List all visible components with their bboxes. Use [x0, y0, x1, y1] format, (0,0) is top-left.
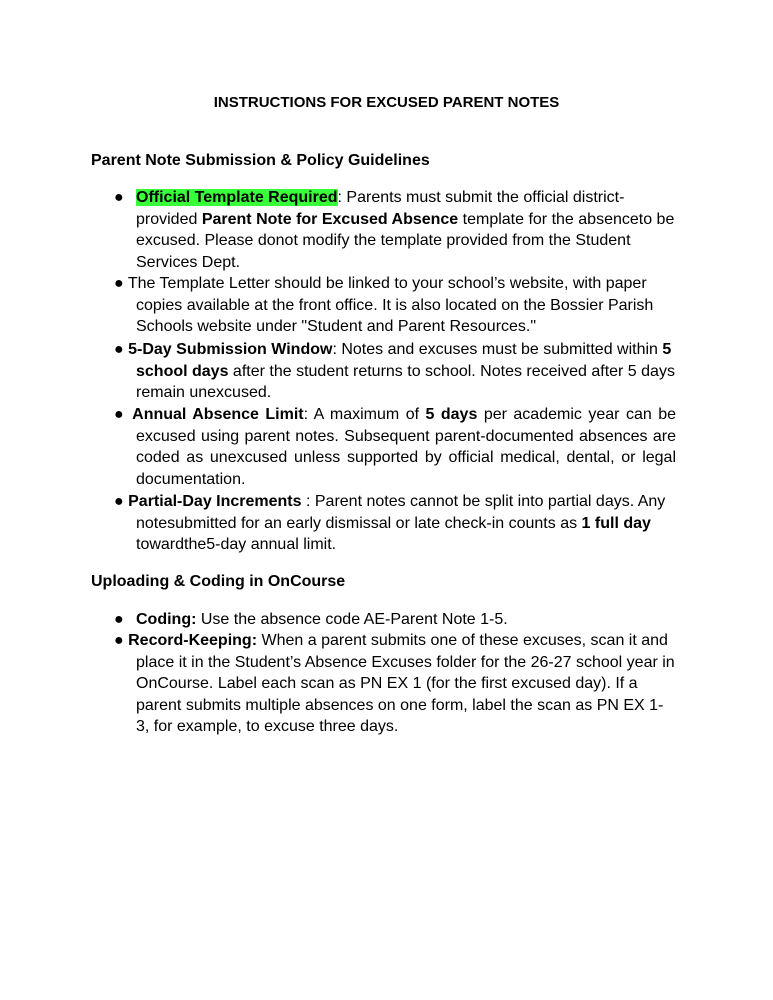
item-text: : Notes and excuses must be submitted within — [332, 341, 663, 358]
item-text: When a parent submits one of these excuses, scan it and place it in the Student’s Absence Excuses folder for the 26-27 school year in OnCourse. Label each scan as PN EX 1 (for the first excused day). If a parent submits multiple absences on one form, label the scan as PN EX 1-3, for example, to excuse three days. — [136, 632, 675, 735]
item-label: Record-Keeping: — [128, 632, 258, 649]
bullet-icon: ● — [114, 406, 126, 423]
item-text: after the student returns to school. Notes received after 5 days remain unexcused. — [136, 362, 675, 401]
bullet-icon: ● — [114, 341, 124, 358]
bullet-icon: ● — [114, 275, 124, 292]
bullet-icon: ● — [114, 611, 124, 628]
item-text: template for the absenceto be excused. Please donot modify the template provided from the Student Services Dept. — [136, 210, 675, 271]
section-heading-policy: Parent Note Submission & Policy Guidelines — [91, 152, 430, 169]
bullet-icon: ● — [114, 632, 124, 649]
list-item-submission-window — [114, 339, 676, 404]
item-text: : Parents must submit the official district-provided — [136, 189, 625, 228]
item-text: The Template Letter should be linked to your school’s website, with paper copies available at the front office. It is also located on the Bossier Parish Schools website under "Student and Parent Resources." — [127, 275, 654, 335]
item-text: towardthe5-day annual limit. — [136, 536, 337, 553]
item-bold-text: 1 full day — [581, 514, 651, 532]
item-label: Coding: — [136, 611, 197, 628]
item-label: Annual Absence Limit — [132, 406, 304, 423]
list-item-absence-limit — [114, 404, 676, 490]
section-heading-oncourse: Uploading & Coding in OnCourse — [91, 573, 346, 590]
list-item-partial-day — [114, 491, 676, 556]
list-item-official-template — [114, 187, 676, 273]
item-text: : Parent notes cannot be split into partial days. Any notesubmitted for an early dismissal or late check-in counts as — [136, 493, 666, 532]
item-label: Partial-Day Increments — [128, 493, 302, 510]
list-item-record-keeping — [114, 630, 676, 738]
list-item-coding — [114, 609, 676, 631]
list-item-template-letter — [114, 273, 676, 338]
page-title: INSTRUCTIONS FOR EXCUSED PARENT NOTES — [213, 94, 560, 111]
item-bold-text: 5 days — [425, 406, 478, 423]
highlighted-label: Official Template Required — [136, 189, 338, 206]
item-text: Use the absence code AE-Parent Note 1-5. — [196, 611, 508, 628]
item-label: 5-Day Submission Window — [128, 341, 333, 358]
item-text: per academic year can be excused using parent notes. Subsequent parent-documented absences are coded as unexcused unless supported by official medical, dental, or legal documentation. — [136, 406, 677, 488]
bullet-icon: ● — [114, 493, 124, 510]
item-bold-text: 5 school days — [136, 341, 672, 380]
item-text: : A maximum of — [303, 406, 426, 423]
bullet-icon: ● — [114, 189, 124, 206]
item-bold-text: Parent Note for Excused Absence — [201, 210, 459, 228]
